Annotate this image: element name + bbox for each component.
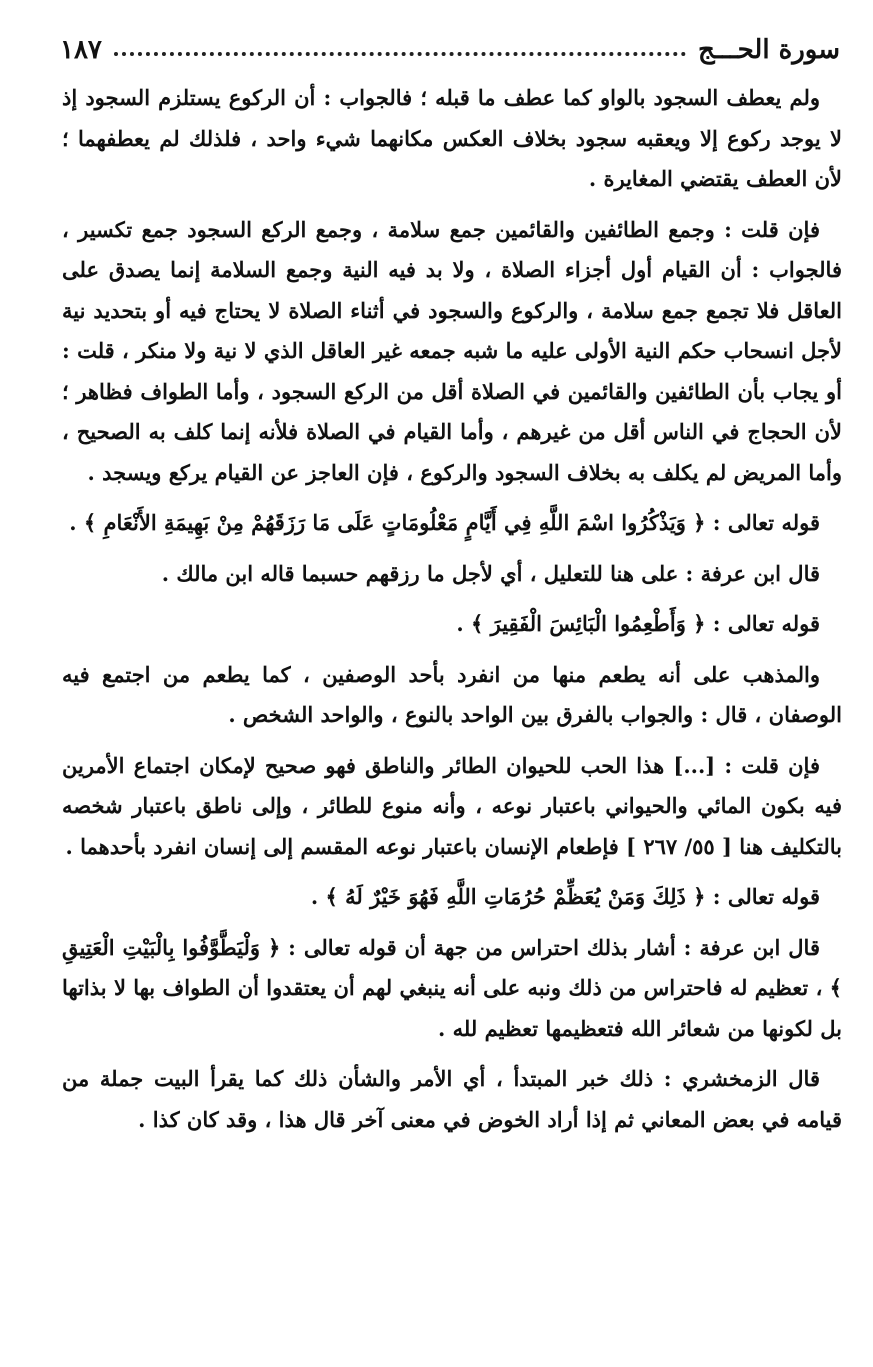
verse-paragraph: قوله تعالى : ﴿ وَيَذْكُرُوا اسْمَ اللَّهِ فِي أَيَّامٍ مَعْلُومَاتٍ عَلَى مَا رَزَقَهُمْ مِنْ بَهِيمَةِ الأَنْعَامِ ﴾ . <box>69 510 820 535</box>
header-dotted-leader <box>114 52 686 56</box>
surah-title: سورة الحـــج <box>697 35 840 65</box>
paragraph: فإن قلت : وجمع الطائفين والقائمين جمع سلامة ، وجمع الركع السجود جمع تكسير ، فالجواب : أن القيام أول أجزاء الصلاة ، ولا بد فيه النية وجمع السلامة إنما يصدق على العاقل فلا تجمع جمع سلامة ، والركوع والسجود في أثناء الصلاة لا يحتاج فيه أو بتحديد نية لأجل انسحاب حكم النية الأولى عليه ما شبه جمعه غير العاقل الذي لا نية ولا منكر ، قلت : أو يجاب بأن الطائفين والقائمين في الصلاة أقل من الركع السجود ، وأما الطواف فظاهر ؛ لأن الحجاج في الناس أقل من غيرهم ، وأما القيام في الصلاة فلأنه إنما كلف به الصحيح ، وأما المريض لم يكلف به بخلاف السجود والركوع ، فإن العاجز عن القيام يركع ويسجد . <box>62 216 842 485</box>
page-header <box>60 28 840 72</box>
paragraph: والمذهب على أنه يطعم منها من انفرد بأحد الوصفين ، كما يطعم من اجتمع فيه الوصفان ، قال : والجواب بالفرق بين الواحد بالنوع ، والواحد الشخص . <box>62 661 842 727</box>
verse-paragraph: قوله تعالى : ﴿ وَأَطْعِمُوا الْبَائِسَ الْفَقِيرَ ﴾ . <box>456 611 820 636</box>
verse-paragraph: قوله تعالى : ﴿ ذَلِكَ وَمَنْ يُعَظِّمْ حُرُمَاتِ اللَّهِ فَهُوَ خَيْرٌ لَهُ ﴾ . <box>310 884 820 909</box>
paragraph: فإن قلت : [...] هذا الحب للحيوان الطائر والناطق فهو صحيح لإمكان اجتماع الأمرين فيه بكون المائي والحيواني باعتبار نوعه ، وأنه منوع للطائر ، وإلى ناطق باعتبار شخصه بالتكليف هنا [ ٥٥/ ٢٦٧ ] فإطعام الإنسان باعتبار نوعه المقسم إلى إنسان انفرد بأحدهما . <box>62 752 842 859</box>
page-number: ١٨٧ <box>60 35 102 65</box>
paragraph: ولم يعطف السجود بالواو كما عطف ما قبله ؛ فالجواب : أن الركوع يستلزم السجود إذ لا يوجد ركوع إلا ويعقبه سجود بخلاف العكس مكانهما شيء واحد ، فلذلك لم يعطفهما ؛ لأن العطف يقتضي المغايرة . <box>62 85 842 191</box>
page-body <box>62 78 842 1150</box>
paragraph: قال الزمخشري : ذلك خبر المبتدأ ، أي الأمر والشأن ذلك كما يقرأ البيت جملة من قيامه في بعض المعاني ثم إذا أراد الخوض في معنى آخر قال هذا ، وقد كان كذا . <box>62 1066 842 1132</box>
paragraph: قال ابن عرفة : على هنا للتعليل ، أي لأجل ما رزقهم حسبما قاله ابن مالك . <box>161 560 820 586</box>
paragraph: قال ابن عرفة : أشار بذلك احتراس من جهة أن قوله تعالى : ﴿ وَلْيَطَّوَّفُوا بِالْبَيْتِ الْعَتِيقِ ﴾ ، تعظيم له فاحتراس من ذلك ونبه على أنه ينبغي لهم أن يعتقدوا أن الطواف بها لا بذاتها بل لكونها من شعائر الله فتعظيمها تعظيم لله . <box>62 934 842 1041</box>
